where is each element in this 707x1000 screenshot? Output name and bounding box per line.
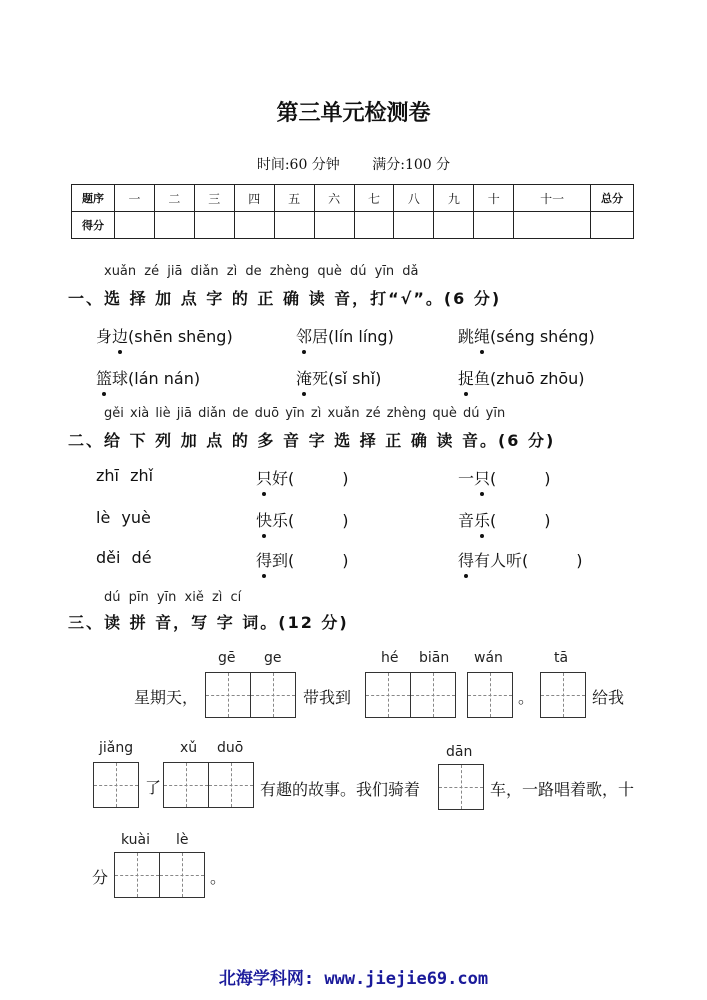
s2-row-2-word-2-rest: ( ) bbox=[490, 511, 551, 530]
s1-heading: 一、选 择 加 点 字 的 正 确 读 音，打“√”。(6 分) bbox=[68, 289, 502, 308]
s1-item-6-dotted-char: 捉 bbox=[458, 366, 474, 389]
s3-heading: 三、读 拼 音，写 字 词。(12 分) bbox=[68, 613, 349, 632]
s1-item-1-pre: 身 bbox=[96, 327, 113, 346]
score-cell bbox=[394, 212, 434, 239]
score-cell bbox=[154, 212, 194, 239]
s3-py-wan: wán bbox=[474, 650, 503, 666]
s2-row-1-word-2-dotted: 只 bbox=[474, 466, 490, 489]
s1-item-5-dotted-char: 淹 bbox=[296, 366, 312, 389]
s3-text-1a: 星期天， bbox=[134, 688, 199, 707]
col-11: 十一 bbox=[514, 185, 591, 212]
score-cell bbox=[354, 212, 394, 239]
score-table-header-row bbox=[72, 185, 634, 212]
score-table bbox=[71, 184, 634, 239]
s1-item-4 bbox=[96, 366, 200, 389]
s2-row-2-word-2 bbox=[458, 508, 551, 531]
s3-answer-box-xuduo[interactable] bbox=[163, 762, 254, 808]
s1-item-3-pre: 跳 bbox=[458, 327, 475, 346]
s2-row-3-word-1 bbox=[256, 548, 349, 571]
full-score: 满分:100 分 bbox=[372, 157, 451, 173]
s1-item-3-dotted-char: 绳 bbox=[474, 324, 490, 347]
footer-watermark: 北海学科网: www.jiejie69.com bbox=[218, 969, 489, 989]
s2-row-1-word-1 bbox=[256, 466, 349, 489]
score-cell bbox=[274, 212, 314, 239]
s2-row-2-word-1 bbox=[256, 508, 349, 531]
col-9: 九 bbox=[434, 185, 474, 212]
s3-answer-box-hebian[interactable] bbox=[365, 672, 456, 718]
s1-item-6 bbox=[458, 366, 585, 389]
s1-item-2-post: 居 bbox=[312, 327, 329, 346]
s3-py-he: hé bbox=[381, 650, 399, 666]
s2-row-1-pinyin: zhī zhǐ bbox=[96, 466, 154, 485]
s3-py-le: lè bbox=[176, 832, 189, 848]
score-cell bbox=[474, 212, 514, 239]
s1-item-4-post: 球 bbox=[112, 369, 129, 388]
s3-py-jiang: jiǎng bbox=[99, 740, 134, 756]
s2-row-2-word-2-pre: 音 bbox=[458, 511, 475, 530]
s3-text-3b: 。 bbox=[210, 868, 227, 887]
s3-text-2c: 车，一路唱着歌，十 bbox=[490, 780, 635, 799]
s3-py-bian: biān bbox=[419, 650, 450, 666]
s1-item-4-dotted-char: 篮 bbox=[96, 366, 112, 389]
s3-answer-box-jiang[interactable] bbox=[93, 762, 139, 808]
s2-row-2-word-1-rest: 乐( ) bbox=[272, 511, 349, 530]
score-cell bbox=[514, 212, 591, 239]
s1-item-3-options: (séng shéng) bbox=[490, 327, 595, 346]
s3-py-kuai: kuài bbox=[121, 832, 151, 848]
s3-py-xu: xǔ bbox=[180, 740, 198, 756]
s3-text-2a: 了 bbox=[145, 778, 162, 797]
s1-item-6-options: (zhuō zhōu) bbox=[490, 369, 585, 388]
col-3: 三 bbox=[194, 185, 234, 212]
time-limit: 时间:60 分钟 bbox=[256, 157, 340, 173]
col-1: 一 bbox=[115, 185, 155, 212]
col-4: 四 bbox=[234, 185, 274, 212]
s1-pinyin: xuǎn zé jiā diǎn zì de zhèng què dú yīn dǎ bbox=[104, 264, 419, 279]
s3-answer-box-ta[interactable] bbox=[540, 672, 586, 718]
s2-row-3-word-1-rest: 到( ) bbox=[272, 551, 349, 570]
exam-meta bbox=[0, 154, 707, 174]
col-8: 八 bbox=[394, 185, 434, 212]
s3-text-3a: 分 bbox=[92, 868, 109, 887]
s2-row-3-pinyin: děi dé bbox=[96, 548, 152, 567]
s1-item-5 bbox=[296, 366, 381, 389]
s3-py-dan: dān bbox=[446, 744, 473, 760]
col-2: 二 bbox=[154, 185, 194, 212]
s1-item-2-options: (lín líng) bbox=[328, 327, 394, 346]
s1-item-2-dotted-char: 邻 bbox=[296, 324, 312, 347]
s3-py-ta: tā bbox=[554, 650, 569, 666]
col-6: 六 bbox=[314, 185, 354, 212]
score-cell bbox=[115, 212, 155, 239]
row-label-order: 题序 bbox=[72, 185, 115, 212]
page-title: 第三单元检测卷 bbox=[276, 100, 431, 126]
col-total: 总分 bbox=[591, 185, 634, 212]
s1-item-1 bbox=[96, 324, 233, 347]
score-cell bbox=[234, 212, 274, 239]
s2-row-2-word-2-dotted: 乐 bbox=[474, 508, 490, 531]
col-5: 五 bbox=[274, 185, 314, 212]
s2-heading: 二、给 下 列 加 点 的 多 音 字 选 择 正 确 读 音。(6 分) bbox=[68, 431, 556, 450]
s3-pinyin: dú pīn yīn xiě zì cí bbox=[104, 590, 242, 605]
s1-item-3 bbox=[458, 324, 595, 347]
s3-py-duo: duō bbox=[217, 740, 244, 756]
score-cell bbox=[434, 212, 474, 239]
s3-text-1b: 带我到 bbox=[303, 688, 352, 707]
score-table-score-row bbox=[72, 212, 634, 239]
s3-answer-box-gege[interactable] bbox=[205, 672, 296, 718]
score-cell bbox=[194, 212, 234, 239]
s3-py-ge2: ge bbox=[264, 650, 282, 666]
s1-item-5-options: (sǐ shǐ) bbox=[328, 369, 382, 388]
s3-answer-box-kuaile[interactable] bbox=[114, 852, 205, 898]
score-cell bbox=[314, 212, 354, 239]
s2-row-2-word-1-dotted: 快 bbox=[256, 508, 272, 531]
s2-row-3-word-1-dotted: 得 bbox=[256, 548, 272, 571]
s1-item-1-dotted-char: 边 bbox=[112, 324, 128, 347]
s2-row-1-word-1-rest: 好( ) bbox=[272, 469, 349, 488]
score-cell bbox=[591, 212, 634, 239]
s1-item-5-post: 死 bbox=[312, 369, 329, 388]
s3-answer-box-wan[interactable] bbox=[467, 672, 513, 718]
col-10: 十 bbox=[474, 185, 514, 212]
s2-row-3-word-2-dotted: 得 bbox=[458, 548, 474, 571]
s1-item-6-post: 鱼 bbox=[474, 369, 491, 388]
s2-row-2-pinyin: lè yuè bbox=[96, 508, 151, 527]
s3-text-2b: 有趣的故事。我们骑着 bbox=[260, 780, 421, 799]
s1-item-4-options: (lán nán) bbox=[128, 369, 201, 388]
col-7: 七 bbox=[354, 185, 394, 212]
s2-row-1-word-2-rest: ( ) bbox=[490, 469, 551, 488]
s1-item-1-options: (shēn shēng) bbox=[128, 327, 233, 346]
s2-row-1-word-2-pre: 一 bbox=[458, 469, 475, 488]
s1-item-2 bbox=[296, 324, 394, 347]
s3-py-ge1: gē bbox=[218, 650, 236, 666]
s3-answer-box-dan[interactable] bbox=[438, 764, 484, 810]
s2-row-1-word-2 bbox=[458, 466, 551, 489]
s3-text-1c: 。 bbox=[518, 688, 535, 707]
s3-text-1d: 给我 bbox=[592, 688, 625, 707]
s2-row-3-word-2 bbox=[458, 548, 583, 571]
row-label-score: 得分 bbox=[72, 212, 115, 239]
s2-row-1-word-1-dotted: 只 bbox=[256, 466, 272, 489]
s2-pinyin: gěi xià liè jiā diǎn de duō yīn zì xuǎn zé zhèng què dú yīn bbox=[104, 406, 506, 421]
s2-row-3-word-2-rest: 有人听( ) bbox=[474, 551, 583, 570]
